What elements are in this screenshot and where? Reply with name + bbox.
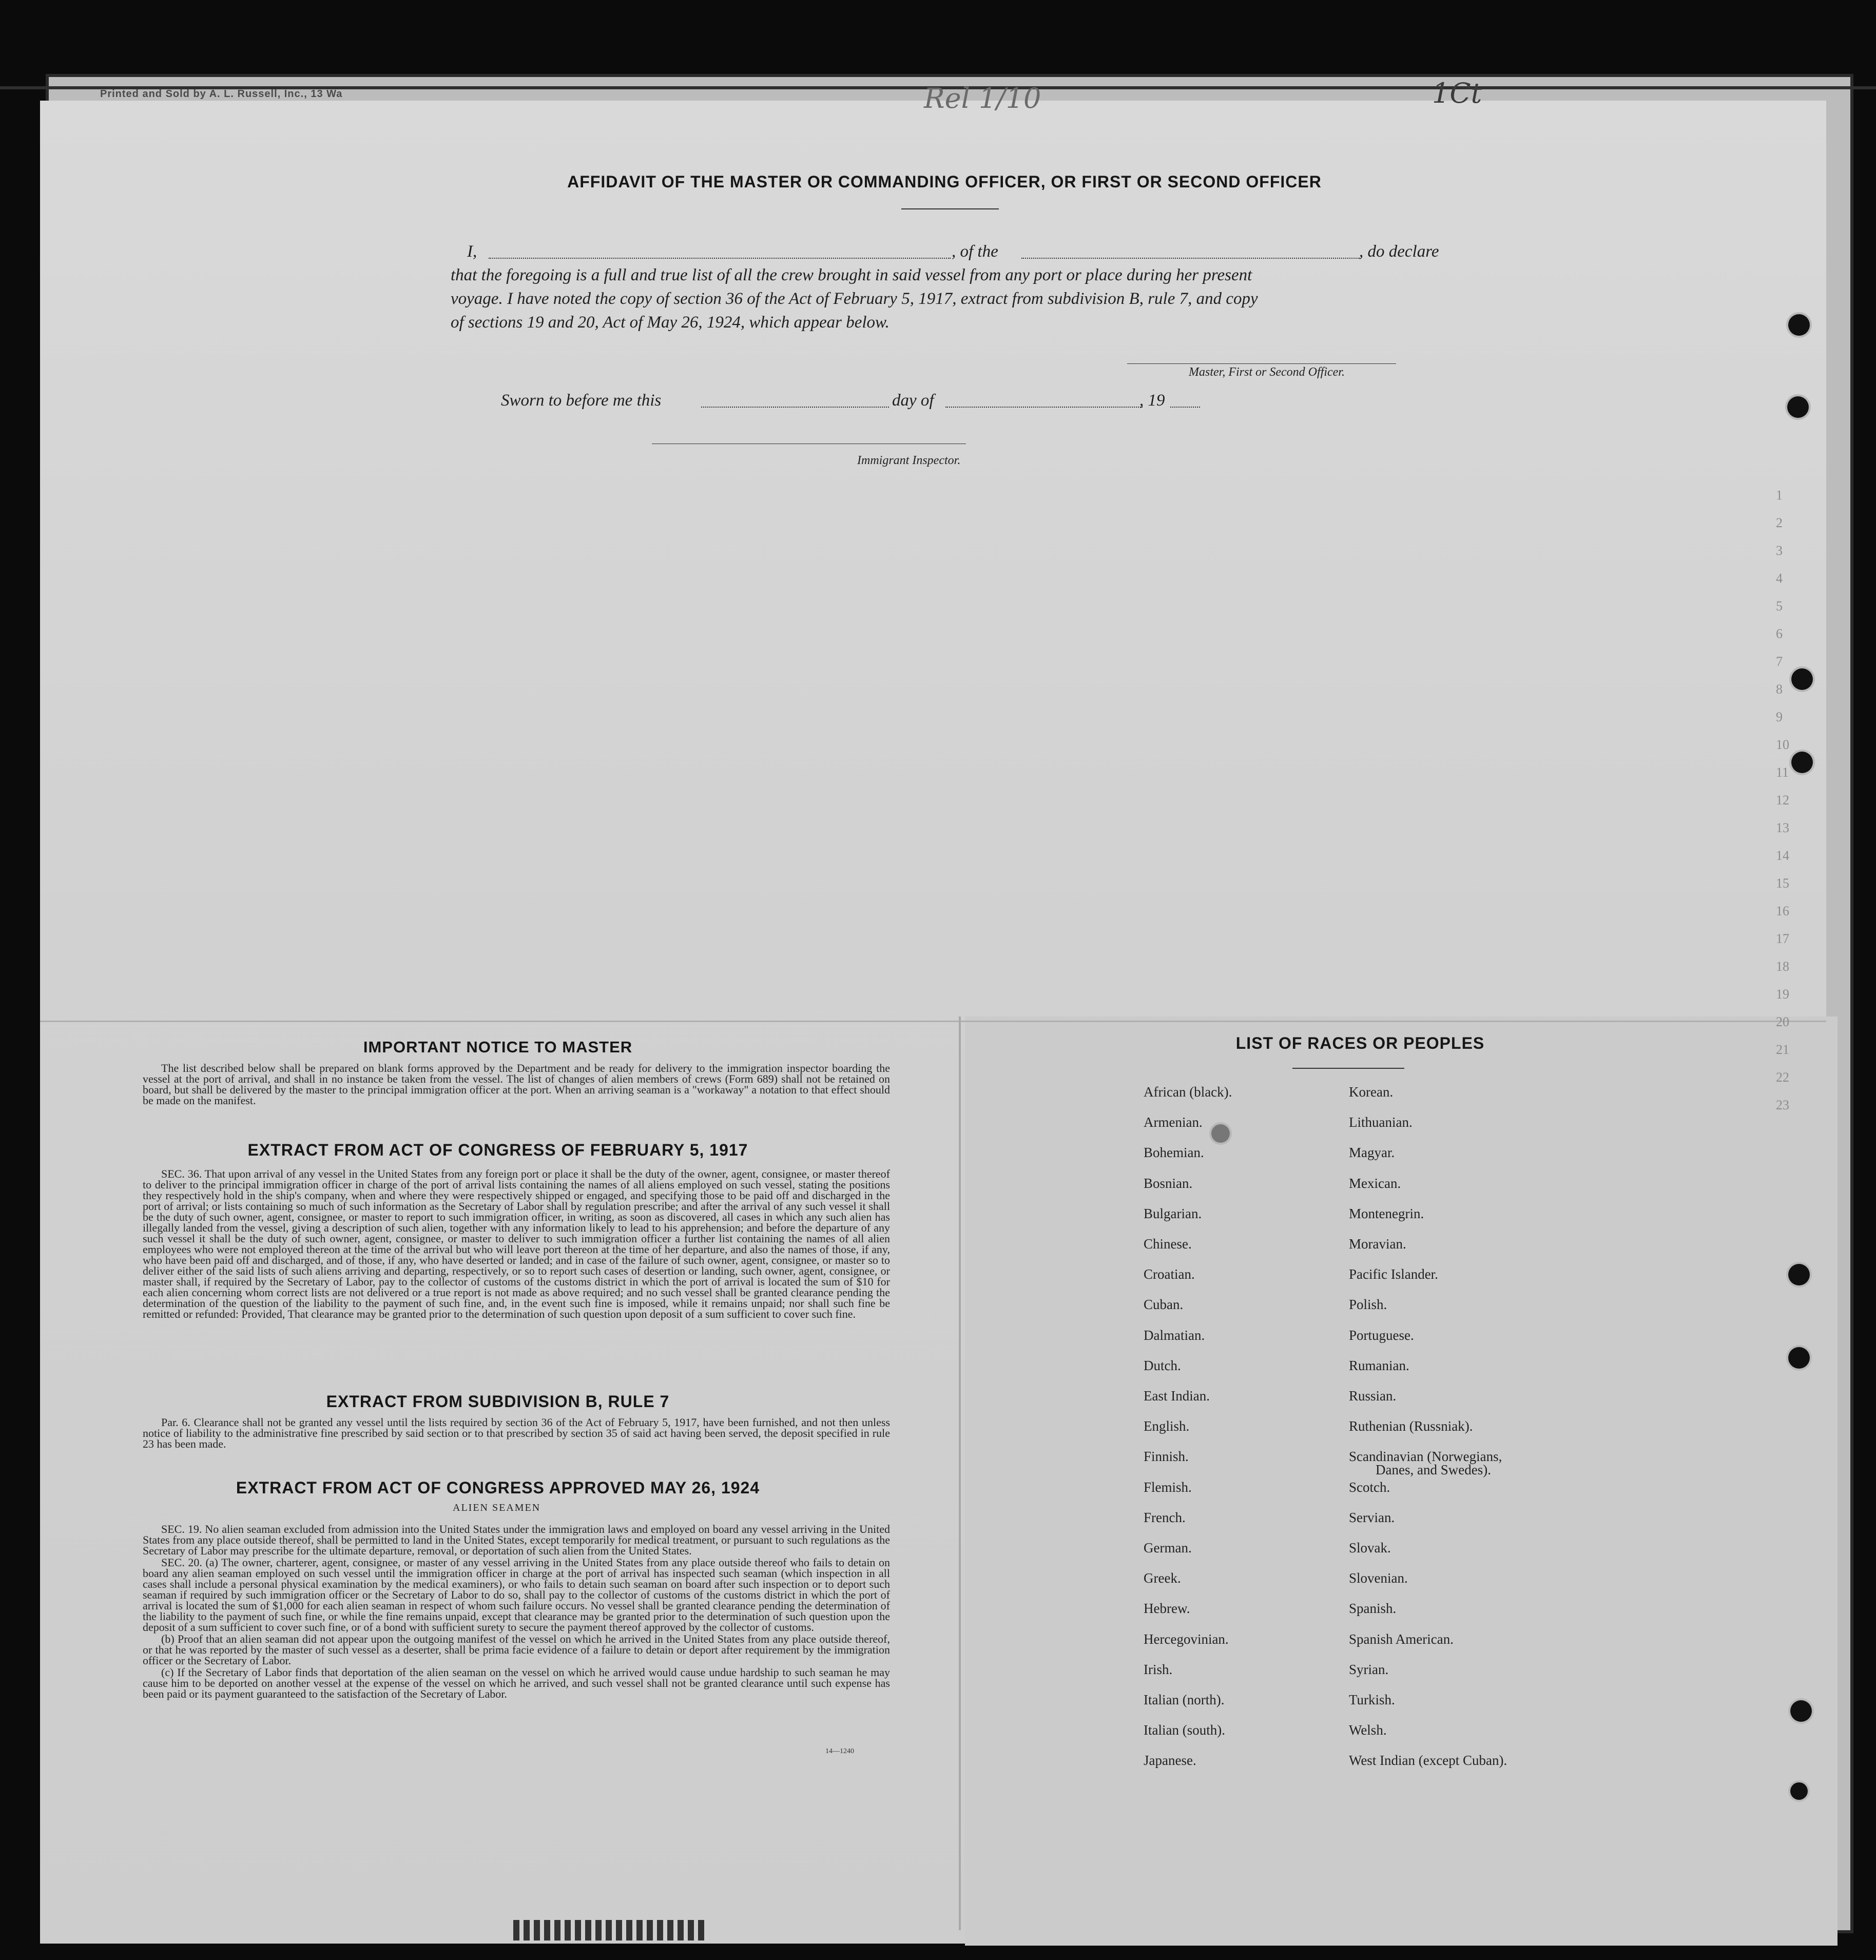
sworn-year: , 19: [1139, 391, 1165, 410]
punch-hole-icon: [1791, 668, 1813, 690]
vessel-field-line[interactable]: [1021, 258, 1360, 259]
race-item-left: Flemish.: [1144, 1479, 1192, 1495]
races-title-underline: [1292, 1068, 1404, 1069]
notice-text: [143, 1063, 890, 1107]
punch-hole-icon: [1788, 314, 1810, 336]
printer-imprint: Printed and Sold by A. L. Russell, Inc., 13 Wa: [100, 88, 343, 100]
affidavit-declare: , do declare: [1359, 242, 1439, 261]
sworn-day-field[interactable]: [701, 407, 889, 408]
race-item-left: Irish.: [1144, 1661, 1173, 1677]
fold-line-vertical: [959, 1016, 961, 1930]
race-item-left: Greek.: [1144, 1570, 1181, 1586]
fold-line-horizontal: [40, 1021, 1826, 1022]
margin-number: 22: [1776, 1070, 1789, 1085]
race-item-left: Chinese.: [1144, 1236, 1192, 1252]
sworn-year-field[interactable]: [1170, 407, 1200, 408]
sec36-paragraph: SEC. 36. That upon arrival of any vessel in the United States from any foreign port or place it shall be the duty of the owner, agent, consignee, or master thereof to deliver to the principal immigration officer in charge of the port of arrival lists containing the names of all aliens employed on such vessel, stating the positions they respectively hold in the ship's company, when and where they were respectively shipped or engaged, and specifying those to be paid off and discharged in the port of arrival; or lists containing so much of such information as the Secretary of Labor shall by regulation prescribe; and after the arrival of any such vessel it shall be the duty of such owner, agent, consignee, or master to report to such immigration officer, in writing, as soon as discovered, all cases in which any such alien has illegally landed from the vessel, giving a description of such alien, together with any information likely to lead to his apprehension; and before the departure of any such vessel it shall be the duty of such owner, agent, consignee, or master to deliver to such immigration officer a further list containing the names of all alien employees who were not employed thereon at the time of the arrival but who will leave port thereon at the time of her departure, and also the names of those, if any, who have been paid off and discharged, and of those, if any, who have deserted or landed; and in case of the failure of such owner, agent, consignee, or master so to deliver either of the said lists of such aliens arriving and departing, respectively, or so to report such cases of desertion or landing, such owner, agent, consignee, or master shall, if required by the Secretary of Labor, pay to the collector of customs of the customs district in which the port of arrival is located the sum of $10 for each alien concerning whom correct lists are not delivered or a true report is not made as above required; and no such vessel shall be granted clearance pending the determination of the question of the liability to the payment of such fine, and, in the event such fine is imposed, while it remains unpaid; nor shall such fine be remitted or refunded: Provided, That clearance may be granted prior to the determination of such question upon deposit of a sum sufficient to cover such fine.: [143, 1167, 890, 1320]
race-item-left: English.: [1144, 1418, 1190, 1434]
extract-1924-title: EXTRACT FROM ACT OF CONGRESS APPROVED MAY 26, 1924: [236, 1478, 760, 1497]
race-item-right: Servian.: [1349, 1509, 1395, 1525]
margin-number: 1: [1776, 488, 1783, 503]
race-item-left: Bulgarian.: [1144, 1205, 1202, 1221]
punch-hole-icon: [1790, 1700, 1812, 1722]
affidavit-line4: of sections 19 and 20, Act of May 26, 1924, which appear below.: [451, 313, 889, 332]
margin-number: 6: [1776, 626, 1783, 641]
margin-number: 12: [1776, 793, 1789, 808]
race-item-right: Lithuanian.: [1349, 1114, 1413, 1130]
race-item-left: Italian (north).: [1144, 1692, 1225, 1707]
margin-number: 5: [1776, 599, 1783, 613]
form-number: 14—1240: [825, 1747, 854, 1755]
race-item-right: Polish.: [1349, 1297, 1387, 1313]
margin-number: 11: [1776, 765, 1789, 780]
race-item-left: Bohemian.: [1144, 1145, 1204, 1161]
races-title: LIST OF RACES OR PEOPLES: [1235, 1034, 1485, 1052]
margin-number: 9: [1776, 709, 1783, 724]
race-item-right: Slovak.: [1349, 1540, 1391, 1555]
race-item-right: Syrian.: [1349, 1661, 1389, 1677]
race-item-right: Korean.: [1349, 1084, 1394, 1100]
affidavit-of-the: , of the: [952, 242, 998, 261]
margin-number: 4: [1776, 571, 1783, 586]
race-item-left: Hebrew.: [1144, 1601, 1190, 1617]
extract-1917-text: [143, 1168, 890, 1320]
race-item-right: Slovenian.: [1349, 1570, 1408, 1586]
extract-rule7-text: [143, 1417, 890, 1450]
race-item-left: Dutch.: [1144, 1357, 1181, 1373]
race-item-right: Pacific Islander.: [1349, 1266, 1438, 1282]
margin-number: 2: [1776, 515, 1783, 530]
margin-number: 21: [1776, 1042, 1789, 1057]
race-item-right: Montenegrin.: [1349, 1205, 1424, 1221]
race-item-left: Cuban.: [1144, 1297, 1184, 1313]
margin-number: 13: [1776, 820, 1789, 835]
race-item-right: Russian.: [1349, 1388, 1397, 1404]
race-item-right: Welsh.: [1349, 1722, 1387, 1738]
sworn-day-of: day of: [892, 391, 934, 410]
margin-number: 23: [1776, 1098, 1789, 1112]
margin-number: 18: [1776, 959, 1789, 974]
torn-label-strip: [513, 1920, 708, 1940]
race-item-right: Scandinavian (Norwegians,: [1349, 1449, 1502, 1465]
punch-hole-icon: [1211, 1124, 1230, 1143]
margin-number: 10: [1776, 737, 1789, 752]
affidavit-i: I,: [467, 242, 477, 261]
race-item-left: French.: [1144, 1509, 1186, 1525]
race-item-right: Scotch.: [1349, 1479, 1390, 1495]
race-item-continuation: Danes, and Swedes).: [1376, 1462, 1491, 1478]
signature-label: Master, First or Second Officer.: [1189, 366, 1345, 379]
race-item-left: Japanese.: [1144, 1753, 1196, 1769]
underlying-sheet: [965, 1016, 1838, 1946]
race-item-left: Bosnian.: [1144, 1175, 1193, 1191]
race-item-right: Mexican.: [1349, 1175, 1401, 1191]
affidavit-title: AFFIDAVIT OF THE MASTER OR COMMANDING OFFICER, OR FIRST OR SECOND OFFICER: [567, 172, 1322, 191]
race-item-left: Croatian.: [1144, 1266, 1195, 1282]
margin-number: 17: [1776, 931, 1789, 946]
signature-line[interactable]: [1127, 363, 1396, 364]
race-item-left: Armenian.: [1144, 1114, 1203, 1130]
affidavit-line3: voyage. I have noted the copy of section 36 of the Act of February 5, 1917, extract from subdivision B, rule 7, and copy: [451, 290, 1258, 308]
notice-title: IMPORTANT NOTICE TO MASTER: [363, 1038, 633, 1056]
race-item-left: East Indian.: [1144, 1388, 1210, 1404]
race-item-right: Magyar.: [1349, 1145, 1395, 1161]
race-item-right: Spanish American.: [1349, 1631, 1454, 1647]
race-item-right: West Indian (except Cuban).: [1349, 1753, 1507, 1769]
par6-paragraph: Par. 6. Clearance shall not be granted any vessel until the lists required by section 36 of the Act of February 5, 1917, have been furnished, and not then unless notice of liability to the administrative fine prescribed by said section or to that prescribed by section 35 of said act having been served, the deposit specified in rule 23 has been made.: [143, 1416, 890, 1450]
sworn-month-field[interactable]: [945, 407, 1143, 408]
race-item-left: German.: [1144, 1540, 1192, 1555]
punch-hole-icon: [1788, 1264, 1810, 1285]
punch-hole-icon: [1790, 1782, 1808, 1800]
sec20b-paragraph: (b) Proof that an alien seaman did not appear upon the outgoing manifest of the vessel on which he arrived in the United States from any place outside thereof, or that he was reported by the master of such vessel as a deserter, shall be prima facie evidence of a failure to detain or deport after requirement by the immigration officer or the Secretary of Labor.: [143, 1632, 890, 1667]
race-item-right: Rumanian.: [1349, 1357, 1409, 1373]
alien-seamen-subtitle: ALIEN SEAMEN: [453, 1502, 541, 1513]
race-item-left: Finnish.: [1144, 1449, 1189, 1465]
extract-rule7-title: EXTRACT FROM SUBDIVISION B, RULE 7: [326, 1392, 670, 1411]
affidavit-line2: that the foregoing is a full and true list of all the crew brought in said vessel from any port or place during her present: [451, 266, 1252, 284]
race-item-right: Moravian.: [1349, 1236, 1406, 1252]
sworn-prefix: Sworn to before me this: [501, 391, 662, 410]
sec19-paragraph: SEC. 19. No alien seaman excluded from admission into the United States under the immigration laws and employed on board any vessel arriving in the United States from any place outside thereof, shall be permitted to land in the United States, except temporarily for medical treatment, or pursuant to such regulations as the Secretary of Labor may prescribe for the ultimate departure, removal, or deportation of such alien from the United States.: [143, 1523, 890, 1557]
margin-number: 15: [1776, 876, 1789, 891]
race-item-left: Italian (south).: [1144, 1722, 1225, 1738]
handwritten-stamp: Rel 1/10: [924, 82, 1041, 114]
margin-number: 19: [1776, 987, 1789, 1002]
punch-hole-icon: [1788, 1347, 1810, 1369]
margin-number: 14: [1776, 848, 1789, 863]
handwritten-annotation: 1Ct: [1432, 77, 1482, 109]
punch-hole-icon: [1787, 396, 1809, 418]
race-item-right: Turkish.: [1349, 1692, 1395, 1707]
sec20c-paragraph: (c) If the Secretary of Labor finds that deportation of the alien seaman on the vessel on which he arrived would cause undue hardship to such seaman he may cause him to be deported on another vessel at the expense of the vessel on which he arrived, and such vessel shall not be granted clearance until such expense has been paid or its payment guaranteed to the satisfaction of the Secretary of Labor.: [143, 1666, 890, 1700]
margin-number: 7: [1776, 654, 1783, 669]
race-item-left: African (black).: [1144, 1084, 1232, 1100]
extract-1924-text: [143, 1524, 890, 1700]
margin-number: 3: [1776, 543, 1783, 558]
race-item-left: Hercegovinian.: [1144, 1631, 1229, 1647]
notice-paragraph: The list described below shall be prepared on blank forms approved by the Department and be ready for delivery to the immigration inspector boarding the vessel at the port of arrival, and shall in no instance be taken from the vessel. The list of changes of alien members of crews (Form 689) shall not be retained on board, but shall be delivered by the master to the principal immigration officer at the port. When an arriving seaman is a "workaway" a notation to that effect should be made on the manifest.: [143, 1062, 890, 1107]
inspector-label: Immigrant Inspector.: [857, 454, 961, 467]
margin-number: 20: [1776, 1014, 1789, 1029]
punch-hole-icon: [1791, 752, 1813, 773]
extract-1917-title: EXTRACT FROM ACT OF CONGRESS OF FEBRUARY 5, 1917: [247, 1141, 748, 1159]
race-item-right: Spanish.: [1349, 1601, 1397, 1617]
name-field-line[interactable]: [489, 258, 951, 259]
race-item-right: Ruthenian (Russniak).: [1349, 1418, 1473, 1434]
race-item-left: Dalmatian.: [1144, 1327, 1205, 1343]
margin-number: 8: [1776, 682, 1783, 697]
sec20a-paragraph: SEC. 20. (a) The owner, charterer, agent, consignee, or master of any vessel arriving in the United States from any place outside thereof who fails to detain on board any alien seaman employed on such vessel until the immigration officer in charge at the port of arrival has inspected such seaman (which inspection in all cases shall include a personal physical examination by the medical examiners), or who fails to detain such seaman on board after such inspection or to deport such seaman if required by such immigration officer or the Secretary of Labor to do so, shall pay to the collector of customs of the customs district in which the port of arrival is located the sum of $1,000 for each alien seaman in respect of whom such failure occurs. No vessel shall be granted clearance pending the determination of the liability to the payment of such fine, or while the fine remains unpaid, except that clearance may be granted prior to the determination of such question upon the deposit of a sum sufficient to cover such fine, or of a bond with sufficient surety to secure the payment thereof approved by the collector of customs.: [143, 1556, 890, 1634]
margin-number: 16: [1776, 904, 1789, 918]
race-item-right: Portuguese.: [1349, 1327, 1414, 1343]
title-underline: [901, 208, 999, 209]
